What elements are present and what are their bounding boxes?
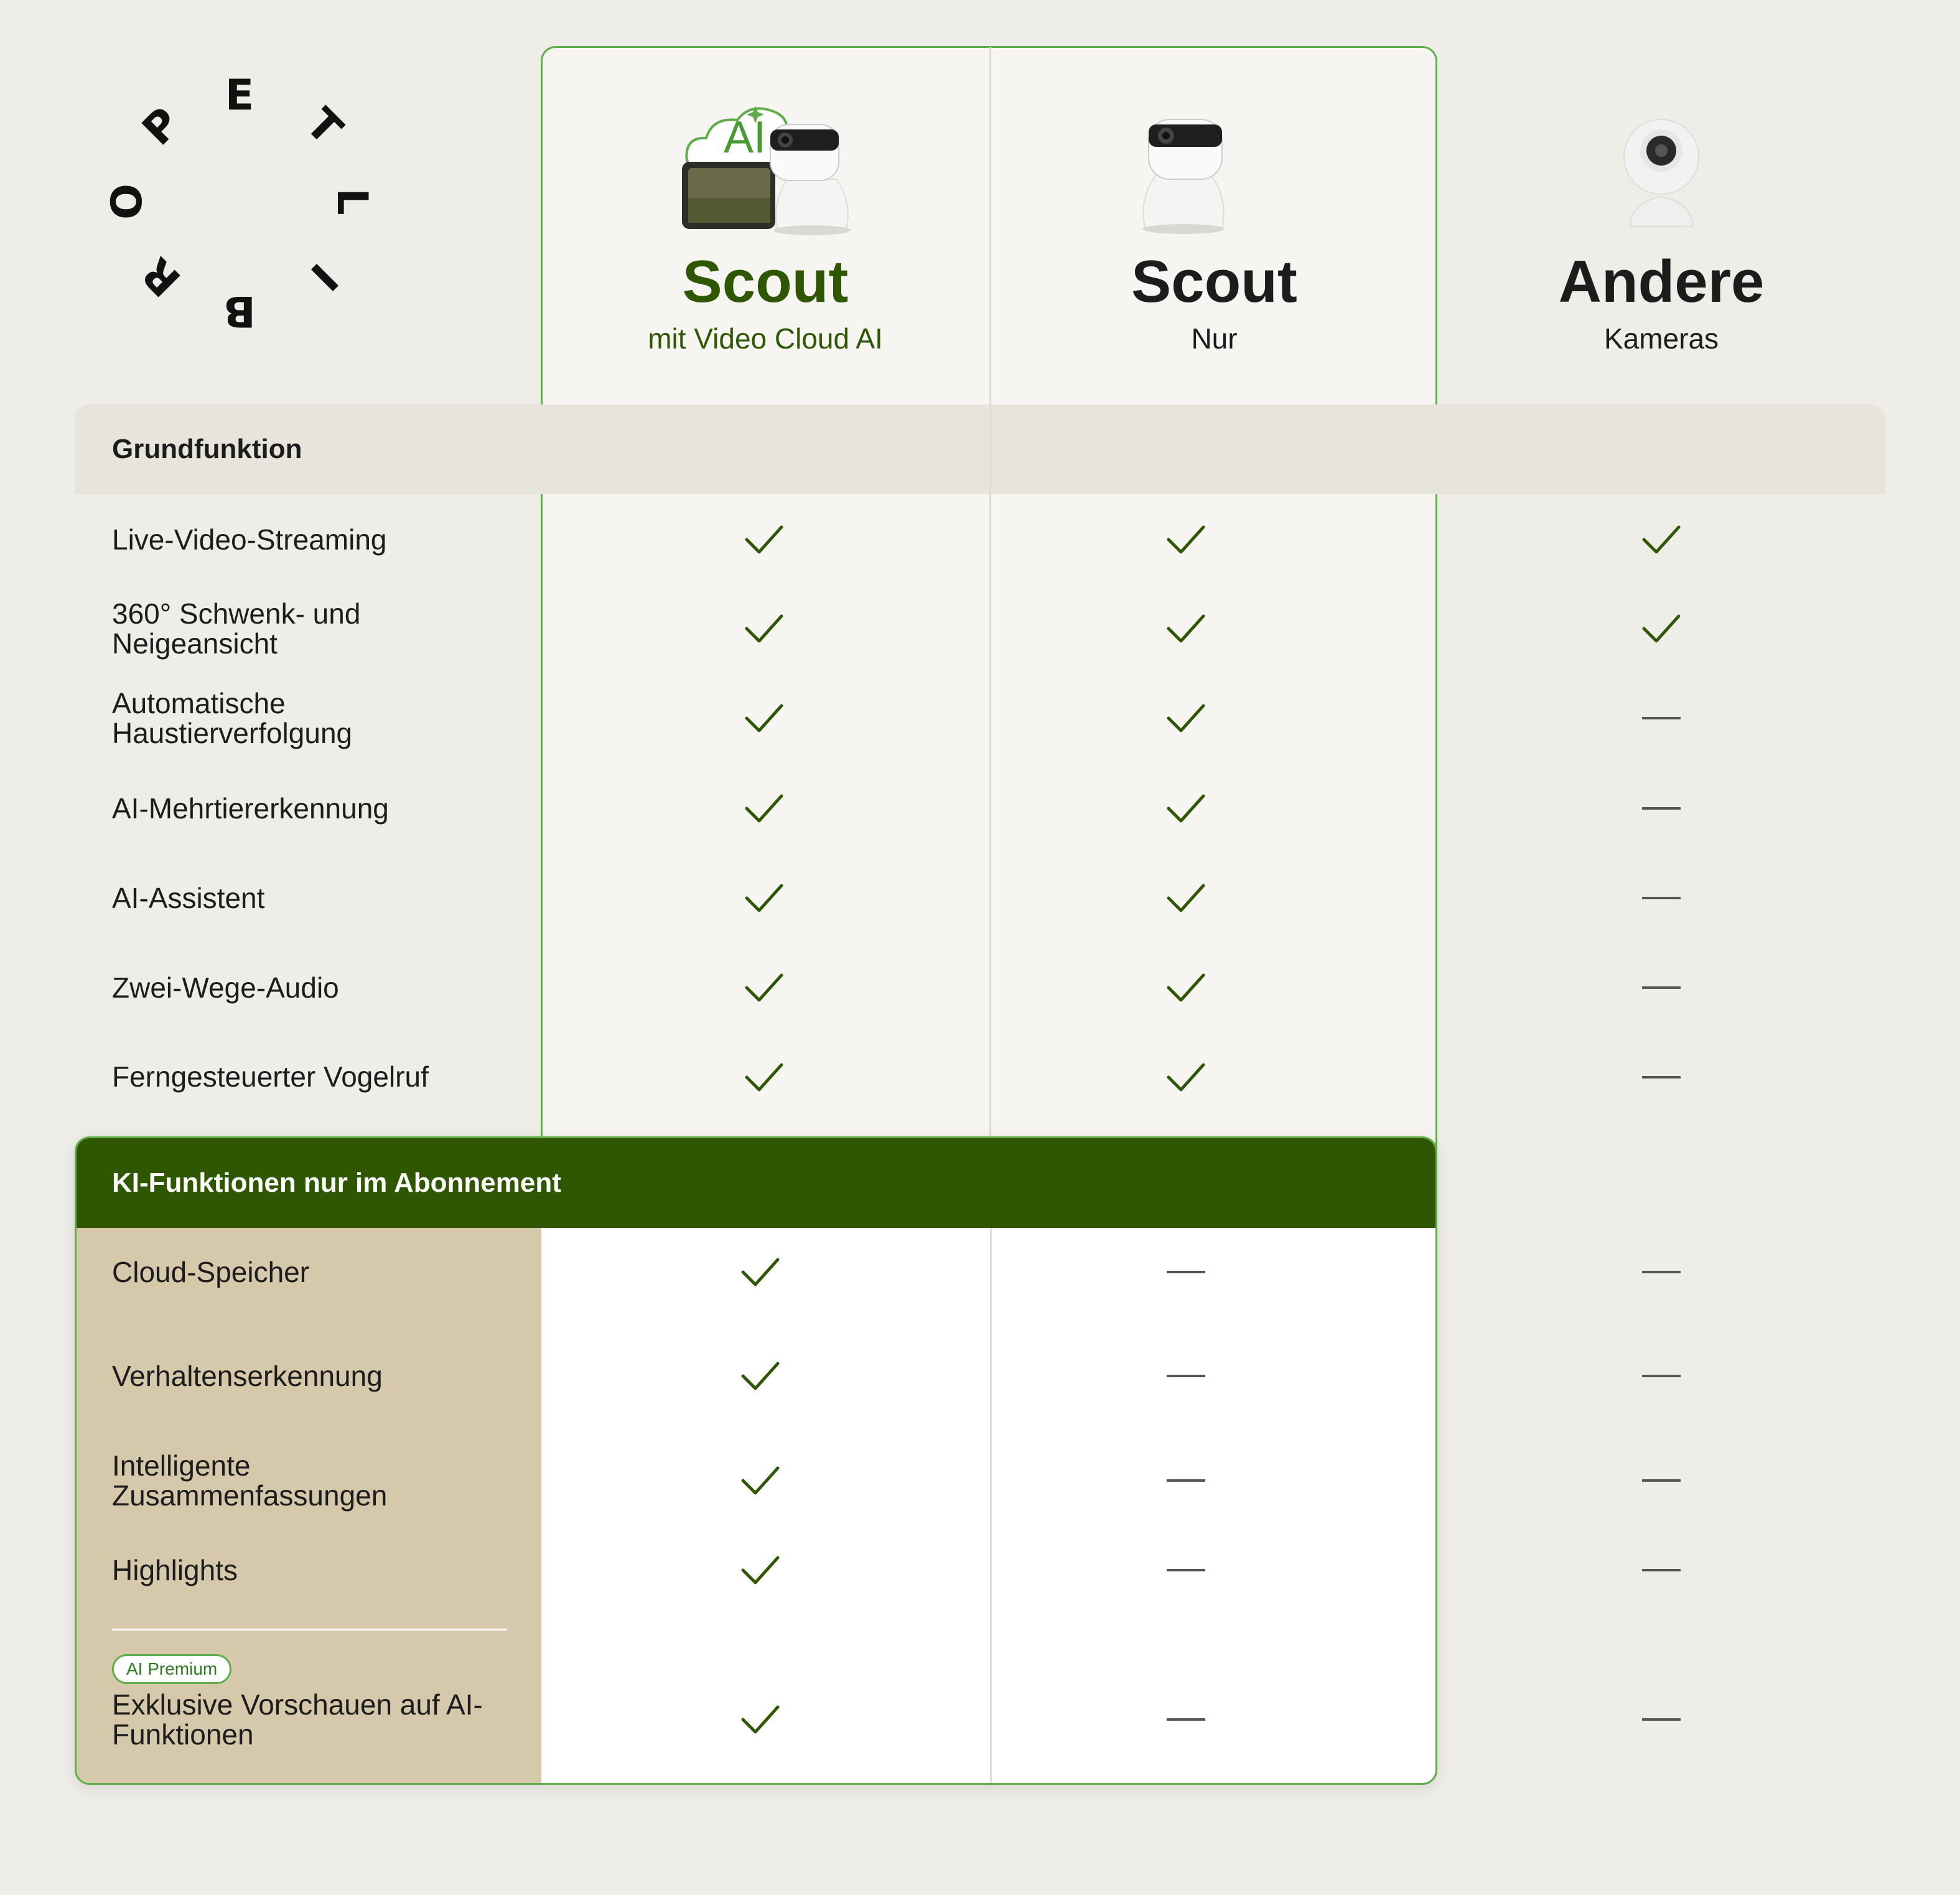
check-icon [739,610,789,647]
row-separator [112,1629,507,1631]
ai-cloud-label: AI [723,113,767,162]
section-title-basic: Grundfunktion [112,434,302,464]
feature-label: Verhaltenserkennung [112,1360,383,1392]
dash-icon [1642,897,1681,899]
dash-icon [1642,1271,1681,1273]
check-icon [739,1059,789,1096]
column-header-others [1437,248,1885,355]
column-subtitle: Kameras [1603,322,1719,355]
dash-icon [1642,1076,1681,1079]
check-icon [739,521,789,558]
logo-letter: T [296,99,352,154]
ai-premium-badge: AI Premium [112,1654,231,1684]
logo-letter: R [133,247,191,306]
column-divider [990,1228,992,1785]
column-title: Scout [1131,248,1297,315]
dash-icon [1167,1569,1205,1571]
check-icon [1636,521,1686,558]
check-icon [739,790,789,827]
column-header-scout [991,248,1437,355]
dash-icon [1642,986,1681,989]
feature-label: Highlights [112,1554,238,1586]
scout-camera-icon [1134,116,1233,234]
dash-icon [1167,1718,1205,1721]
dash-icon [1167,1479,1205,1482]
check-icon [1161,521,1211,558]
feature-label: AI-Mehrtiererkennung [112,792,389,825]
check-icon [735,1253,785,1291]
check-icon [1161,790,1211,827]
logo-letter: O [103,184,152,220]
dash-icon [1642,1718,1681,1721]
dash-icon [1642,717,1681,719]
section-title-subscription: KI-Funktionen nur im Abonnement [112,1167,561,1198]
feature-label: 360° Schwenk- und Neigeansicht [112,597,361,660]
dash-icon [1167,1271,1205,1273]
section-band-basic [75,405,1885,494]
feature-label: Zwei-Wege-Audio [112,971,339,1004]
check-icon [1161,1059,1211,1096]
dash-icon [1642,1375,1681,1377]
check-icon [1161,879,1211,917]
feature-label: Automatische Haustierverfolgung [112,687,353,749]
check-icon [735,1701,785,1738]
check-icon [739,700,789,737]
dome-camera-icon [1618,116,1705,234]
dash-icon [1642,1479,1681,1482]
check-icon [1161,969,1211,1006]
column-subtitle: Nur [1191,322,1238,355]
logo-letter: I [301,253,347,300]
feature-label: Intelligente Zusammenfassungen [112,1449,388,1512]
feature-label: Live-Video-Streaming [112,523,387,556]
check-icon [735,1551,785,1589]
column-header-scout-ai [541,248,989,355]
check-icon [1161,700,1211,737]
logo-letter: E [225,71,254,120]
column-title: Scout [682,248,849,315]
check-icon [739,879,789,917]
dash-icon [1642,807,1681,810]
check-icon [1636,610,1686,647]
brand-logo [93,62,386,355]
logo-letter: B [223,286,256,335]
check-icon [735,1462,785,1499]
check-icon [1161,610,1211,647]
logo-letter: P [133,98,190,156]
subscription-header [77,1138,1435,1228]
check-icon [735,1357,785,1395]
feature-label: Cloud-Speicher [112,1256,310,1288]
dash-icon [1642,1569,1681,1571]
dash-icon [1167,1375,1205,1377]
feature-label: AI-Assistent [112,882,265,914]
logo-letter: L [327,188,376,215]
column-title: Andere [1558,248,1765,315]
column-subtitle: mit Video Cloud AI [648,322,883,355]
feature-label: Exklusive Vorschauen auf AI-Funktionen [112,1688,483,1751]
check-icon [739,969,789,1006]
feature-label: Ferngesteuerter Vogelruf [112,1060,429,1093]
